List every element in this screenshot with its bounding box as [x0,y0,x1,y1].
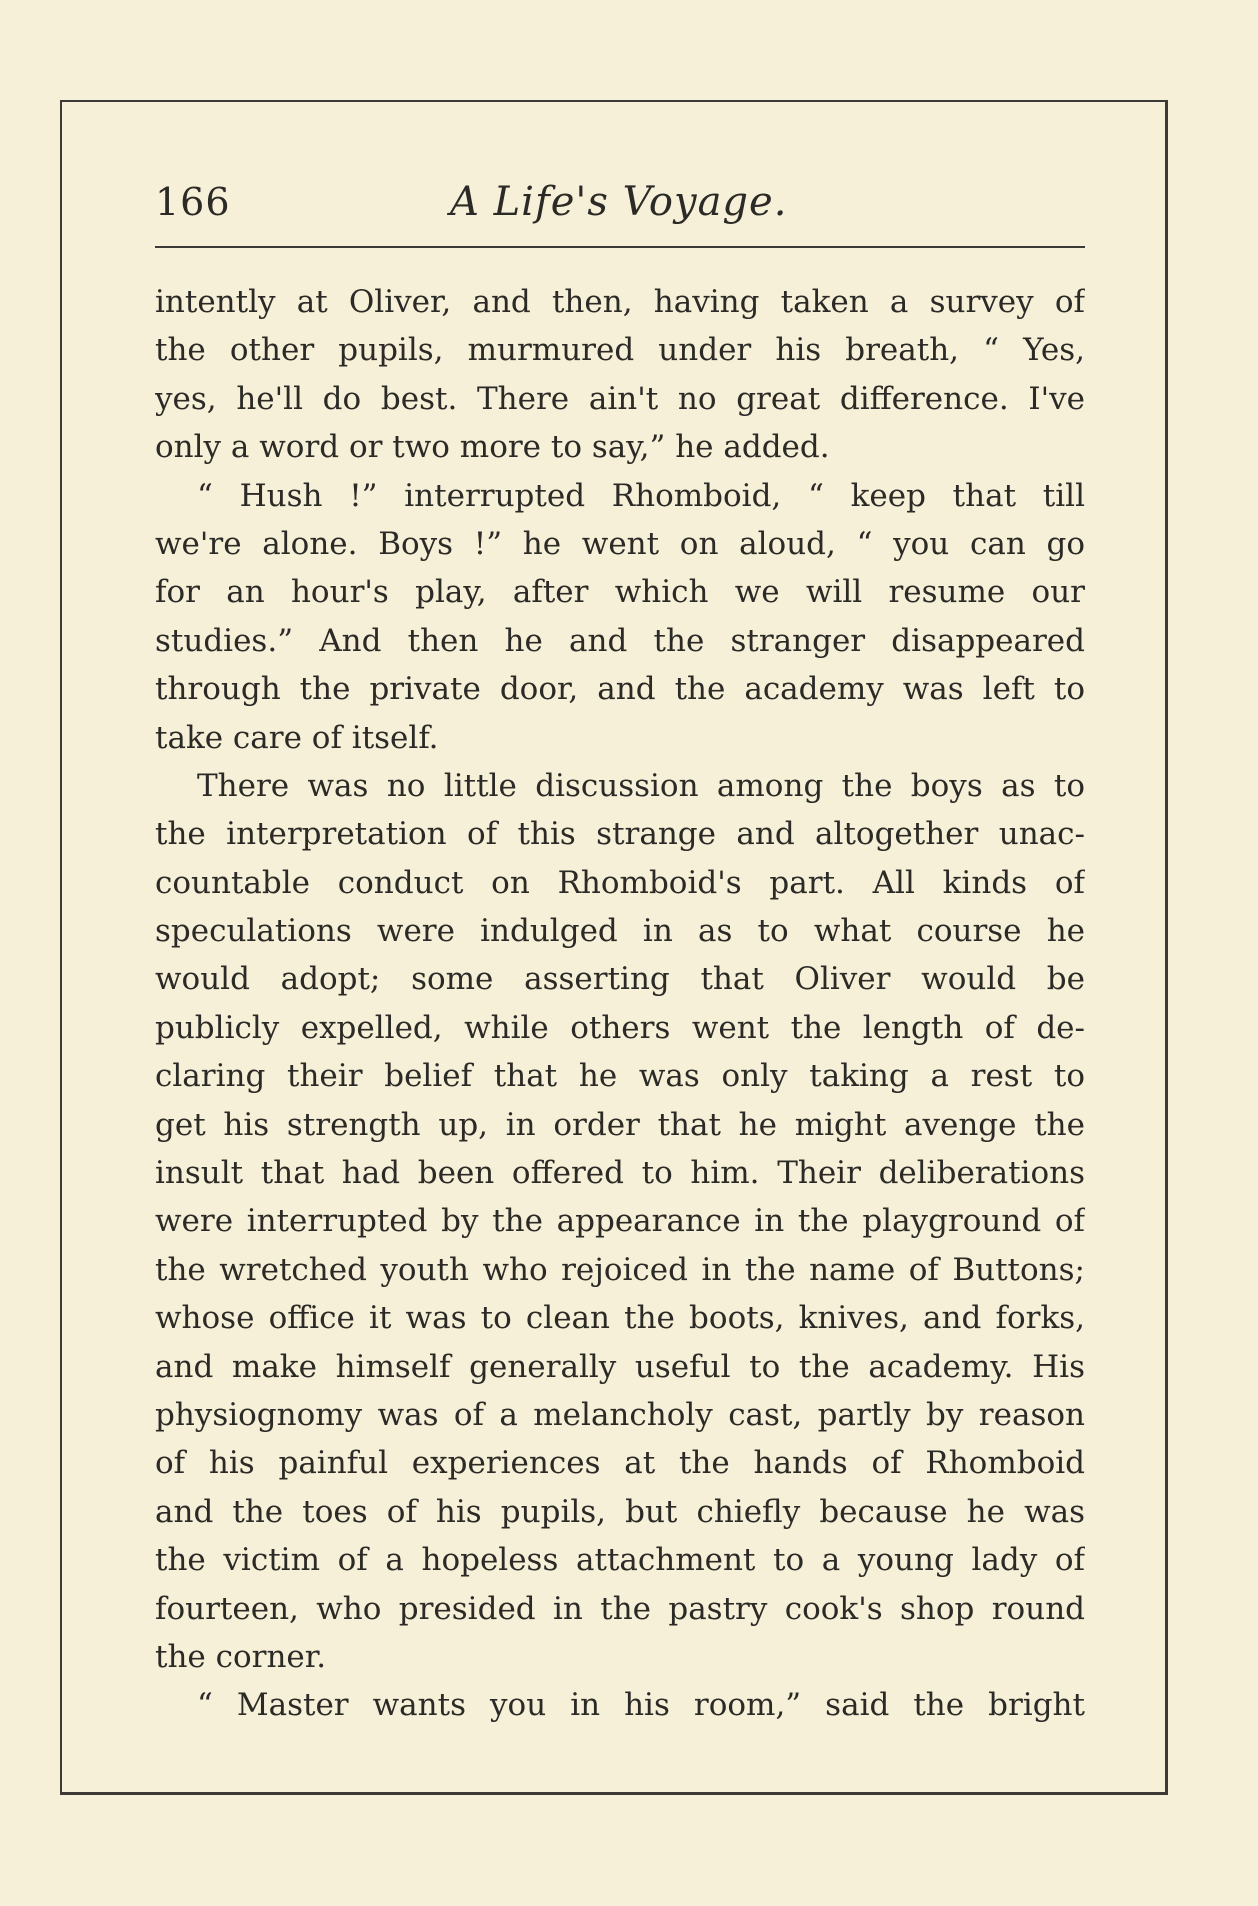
page-number: 166 [155,180,231,224]
text-line: get his strength up, in order that he might avenge the [155,1106,1085,1143]
text-line: whose office it was to clean the boots, knives, and forks, [155,1300,1085,1337]
text-line: and the toes of his pupils, but chiefly because he was [155,1493,1085,1530]
text-line: countable conduct on Rhomboid's part. All kinds of [155,864,1085,901]
text-line: yes, he'll do best. There ain't no great difference. I've [155,380,1085,417]
text-line: speculations were indulged in as to what course he [155,913,1085,950]
text-line: through the private door, and the academy was left to [155,671,1085,708]
text-line: publicly expelled, while others went the length of de- [155,1009,1085,1046]
text-line: for an hour's play, after which we will resume our [155,574,1085,611]
text-line: fourteen, who presided in the pastry cook's shop round [155,1590,1085,1627]
body-text [155,282,1085,1734]
text-line: the interpretation of this strange and altogether unac- [155,816,1085,853]
text-line: insult that had been offered to him. Their deliberations [155,1155,1085,1192]
text-line: “ Master wants you in his room,” said the bright [197,1687,1085,1724]
text-line: intently at Oliver, and then, having taken a survey of [155,284,1085,320]
text-line: the wretched youth who rejoiced in the name of Buttons; [155,1251,1085,1288]
text-line: the corner. [155,1638,327,1675]
text-line: There was no little discussion among the boys as to [197,767,1085,804]
text-line: only a word or two more to say,” he added. [155,429,830,466]
text-line: take care of itself. [155,719,439,756]
text-line: were interrupted by the appearance in the playground of [155,1203,1085,1240]
text-line: and make himself generally useful to the academy. His [155,1348,1085,1385]
text-line: studies.” And then he and the stranger disappeared [155,622,1085,659]
text-line: the other pupils, murmured under his breath, “ Yes, [155,332,1085,369]
text-line: we're alone. Boys !” he went on aloud, “ you can go [155,525,1085,562]
text-line: would adopt; some asserting that Oliver would be [155,961,1085,998]
text-line: claring their belief that he was only taking a rest to [155,1058,1085,1095]
running-title: A Life's Voyage. [450,179,788,225]
text-line: the victim of a hopeless attachment to a young lady of [155,1542,1085,1579]
text-line: “ Hush !” interrupted Rhomboid, “ keep that till [197,477,1085,514]
text-line: of his painful experiences at the hands of Rhomboid [155,1445,1085,1482]
header-rule [155,246,1085,248]
page-header [155,179,1085,242]
text-line: physiognomy was of a melancholy cast, partly by reason [155,1396,1085,1433]
